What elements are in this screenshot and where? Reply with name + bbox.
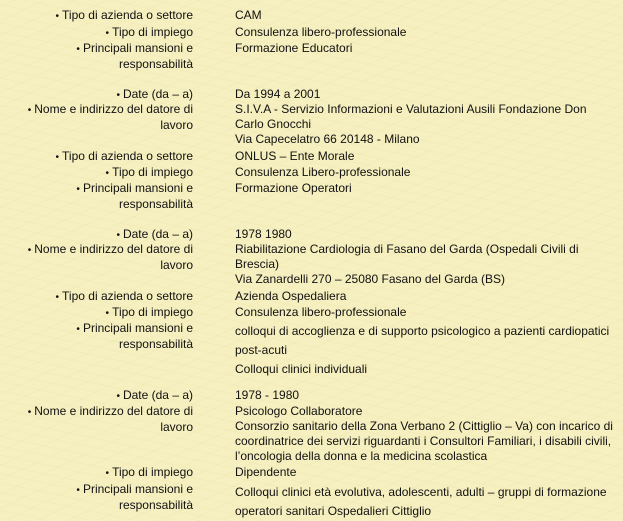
field-value: Azienda Ospedaliera [235, 289, 347, 303]
field-label: • Principali mansioni e responsabilità [76, 482, 193, 512]
field-value: CAM [235, 8, 262, 22]
field-value: Formazione Operatori [235, 181, 352, 195]
field-label: • Tipo di impiego [105, 465, 193, 479]
field-label: • Nome e indirizzo del datore di lavoro [27, 102, 193, 132]
field-label: • Nome e indirizzo del datore di lavoro [27, 242, 193, 272]
field-label: • Principali mansioni e responsabilità [76, 181, 193, 211]
field-label: • Principali mansioni e responsabilità [76, 321, 193, 351]
field-label: • Date (da – a) [116, 227, 193, 241]
field-value: Consulenza libero-professionale [235, 25, 407, 39]
field-label: • Tipo di azienda o settore [55, 289, 193, 303]
field-value: Da 1994 a 2001 [235, 87, 321, 101]
field-value: Dipendente [235, 465, 297, 479]
field-value: Consulenza libero-professionale [235, 305, 407, 319]
field-value: Psicologo Collaboratore Consorzio sanitario della Zona Verbano 2 (Cittiglio – Va) con incarico di coordinatrice dei servizi riguardanti i Consultori Familiari, i disabili civili, l’oncologia della donna e la medicina scolastica [235, 404, 613, 463]
field-label: • Principali mansioni e responsabilità [76, 41, 193, 71]
field-value: 1978 1980 [235, 227, 292, 241]
field-value: S.I.V.A - Servizio Informazioni e Valutazioni Ausili Fondazione Don Carlo Gnocchi Via Capecelatro 66 20148 - Milano [235, 102, 587, 146]
field-label: • Nome e indirizzo del datore di lavoro [27, 404, 193, 434]
field-value: Riabilitazione Cardiologia di Fasano del Garda (Ospedali Civili di Brescia) Via Zanardelli 270 – 25080 Fasano del Garda (BS) [235, 242, 579, 286]
field-value: colloqui di accoglienza e di supporto psicologico a pazienti cardiopatici post-acuti Colloqui clinici individuali [235, 324, 610, 376]
field-value: Colloqui clinici età evolutiva, adolescenti, adulti – gruppi di formazione operatori sanitari Ospedalieri Cittiglio [235, 485, 607, 518]
field-label: • Date (da – a) [116, 87, 193, 101]
field-label: • Tipo di impiego [105, 25, 193, 39]
field-value: 1978 - 1980 [235, 388, 300, 402]
field-value: Consulenza Libero-professionale [235, 165, 411, 179]
field-label: • Date (da – a) [116, 388, 193, 402]
field-label: • Tipo di impiego [105, 305, 193, 319]
field-label: • Tipo di azienda o settore [55, 149, 193, 163]
field-value: ONLUS – Ente Morale [235, 149, 355, 163]
field-label: • Tipo di azienda o settore [55, 8, 193, 22]
field-value: Formazione Educatori [235, 41, 353, 55]
field-label: • Tipo di impiego [105, 165, 193, 179]
